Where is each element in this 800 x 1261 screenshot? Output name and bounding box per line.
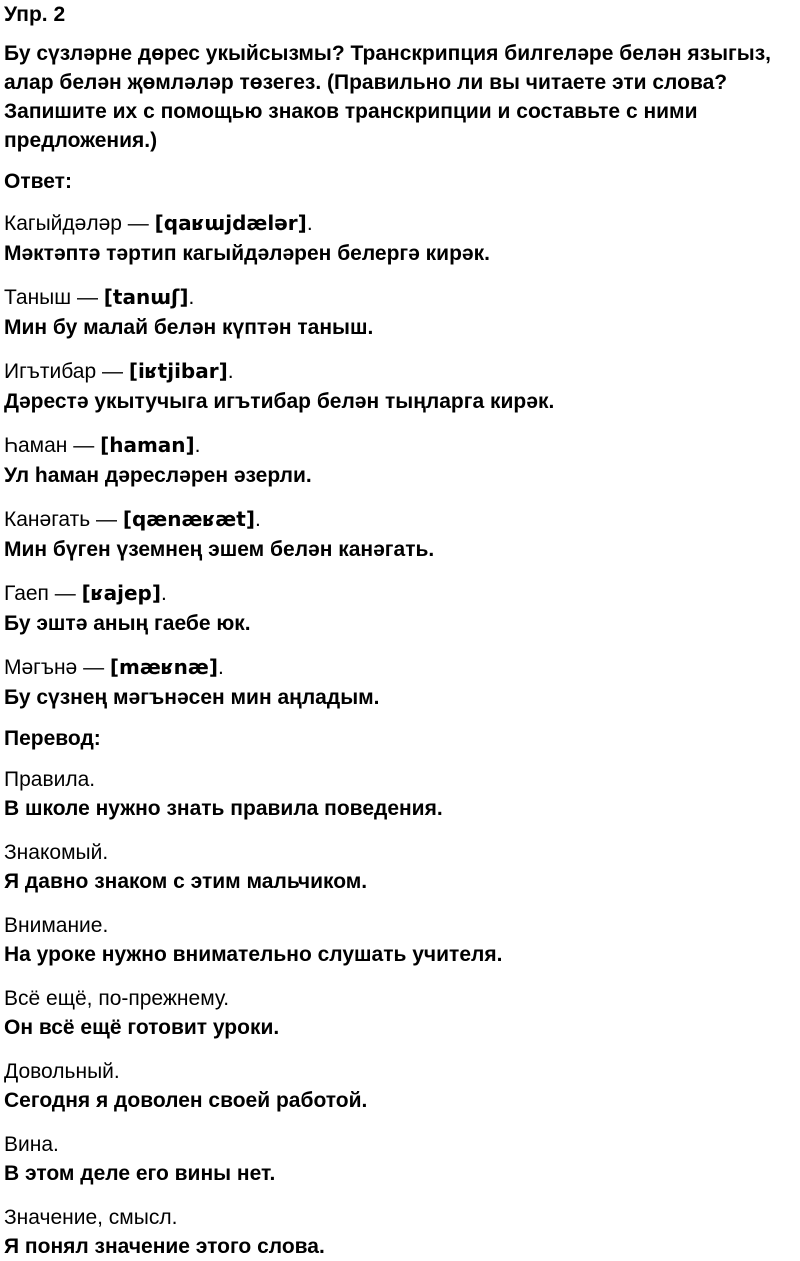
word-line [4, 430, 796, 461]
example-sentence: Мин бүген үземнең эшем белән канәгать. [4, 538, 435, 561]
dash: — [77, 656, 110, 679]
answer-label: Ответ: [4, 170, 72, 193]
period: . [227, 360, 234, 383]
translated-sentence: Он всё ещё готовит уроки. [4, 1016, 280, 1039]
example-sentence: Бу эштә аның гаебе юк. [4, 612, 251, 635]
exercise-title: Упр. 2 [4, 3, 66, 26]
transcription: [qaʁɯjdælər] [154, 211, 307, 235]
answer-item [4, 208, 796, 268]
translated-word: Всё ещё, по-прежнему. [4, 987, 230, 1010]
translation-label: Перевод: [4, 727, 101, 750]
translation-item [4, 984, 796, 1042]
answer-item [4, 652, 796, 712]
translation-item [4, 1057, 796, 1115]
answer-item [4, 430, 796, 490]
dash: — [67, 434, 101, 457]
translation-item [4, 765, 796, 823]
translation-item [4, 911, 796, 969]
tatar-word: Кагыйдәләр [4, 212, 122, 235]
word-line [4, 282, 796, 313]
period: . [254, 508, 261, 531]
transcription: [tanɯʃ] [103, 285, 189, 309]
tatar-word: Игътибар [4, 360, 97, 383]
period: . [188, 286, 195, 309]
word-line [4, 504, 796, 535]
translation-item [4, 838, 796, 896]
translated-sentence: Я понял значение этого слова. [4, 1235, 325, 1258]
task-text: Бу сүзләрне дөрес укыйсызмы? Транскрипция билгеләре белән языгыз, алар белән җөмләләр төзегез. (Правильно ли вы читаете эти слова? Запишите их с помощью знаков транскрипции и составьте с ними предложения.) [4, 42, 772, 152]
translated-word: Внимание. [4, 914, 109, 937]
word-line [4, 652, 796, 683]
translated-sentence: Сегодня я доволен своей работой. [4, 1089, 368, 1112]
example-sentence: Ул һаман дәресләрен әзерли. [4, 464, 312, 487]
tatar-word: Һаман [4, 434, 68, 457]
translations-list [4, 765, 796, 1261]
word-line [4, 356, 796, 387]
translated-word: Правила. [4, 768, 96, 791]
transcription: [iʁtjibar] [128, 359, 228, 383]
translation-item [4, 1203, 796, 1261]
translated-word: Вина. [4, 1133, 59, 1156]
example-sentence: Дәрестә укытучыга игътибар белән тыңларга кирәк. [4, 390, 555, 413]
translated-sentence: На уроке нужно внимательно слушать учителя. [4, 943, 503, 966]
period: . [218, 656, 224, 679]
translation-item [4, 1130, 796, 1188]
example-sentence: Бу сүзнең мәгънәсен мин аңладым. [4, 686, 380, 709]
dash: — [90, 508, 123, 531]
answer-item [4, 578, 796, 638]
word-line [4, 578, 796, 609]
dash: — [48, 582, 82, 605]
dash: — [71, 286, 104, 309]
period: . [194, 434, 201, 457]
transcription: [haman] [100, 433, 195, 457]
translated-word: Значение, смысл. [4, 1206, 178, 1229]
example-sentence: Мәктәптә тәртип кагыйдәләрен белергә кирәк. [4, 242, 490, 265]
translated-sentence: Я давно знаком с этим мальчиком. [4, 870, 368, 893]
answer-item [4, 504, 796, 564]
answer-item [4, 356, 796, 416]
example-sentence: Мин бу малай белән күптән таныш. [4, 316, 374, 339]
period: . [306, 212, 313, 235]
translated-sentence: В этом деле его вины нет. [4, 1162, 276, 1185]
tatar-word: Мәгънә [4, 656, 78, 679]
dash: — [121, 212, 155, 235]
answer-item [4, 282, 796, 342]
tatar-word: Канәгать [4, 508, 91, 531]
word-line [4, 208, 796, 239]
transcription: [ʁajep] [81, 581, 161, 605]
translated-word: Довольный. [4, 1060, 120, 1083]
translated-sentence: В школе нужно знать правила поведения. [4, 797, 443, 820]
tatar-word: Гаеп [4, 582, 49, 605]
transcription: [qænæʁæt] [122, 507, 255, 531]
dash: — [96, 360, 129, 383]
transcription: [mæʁnæ] [109, 655, 219, 679]
tatar-word: Таныш [4, 286, 72, 309]
period: . [160, 582, 167, 605]
answers-list [4, 208, 796, 712]
translated-word: Знакомый. [4, 841, 109, 864]
